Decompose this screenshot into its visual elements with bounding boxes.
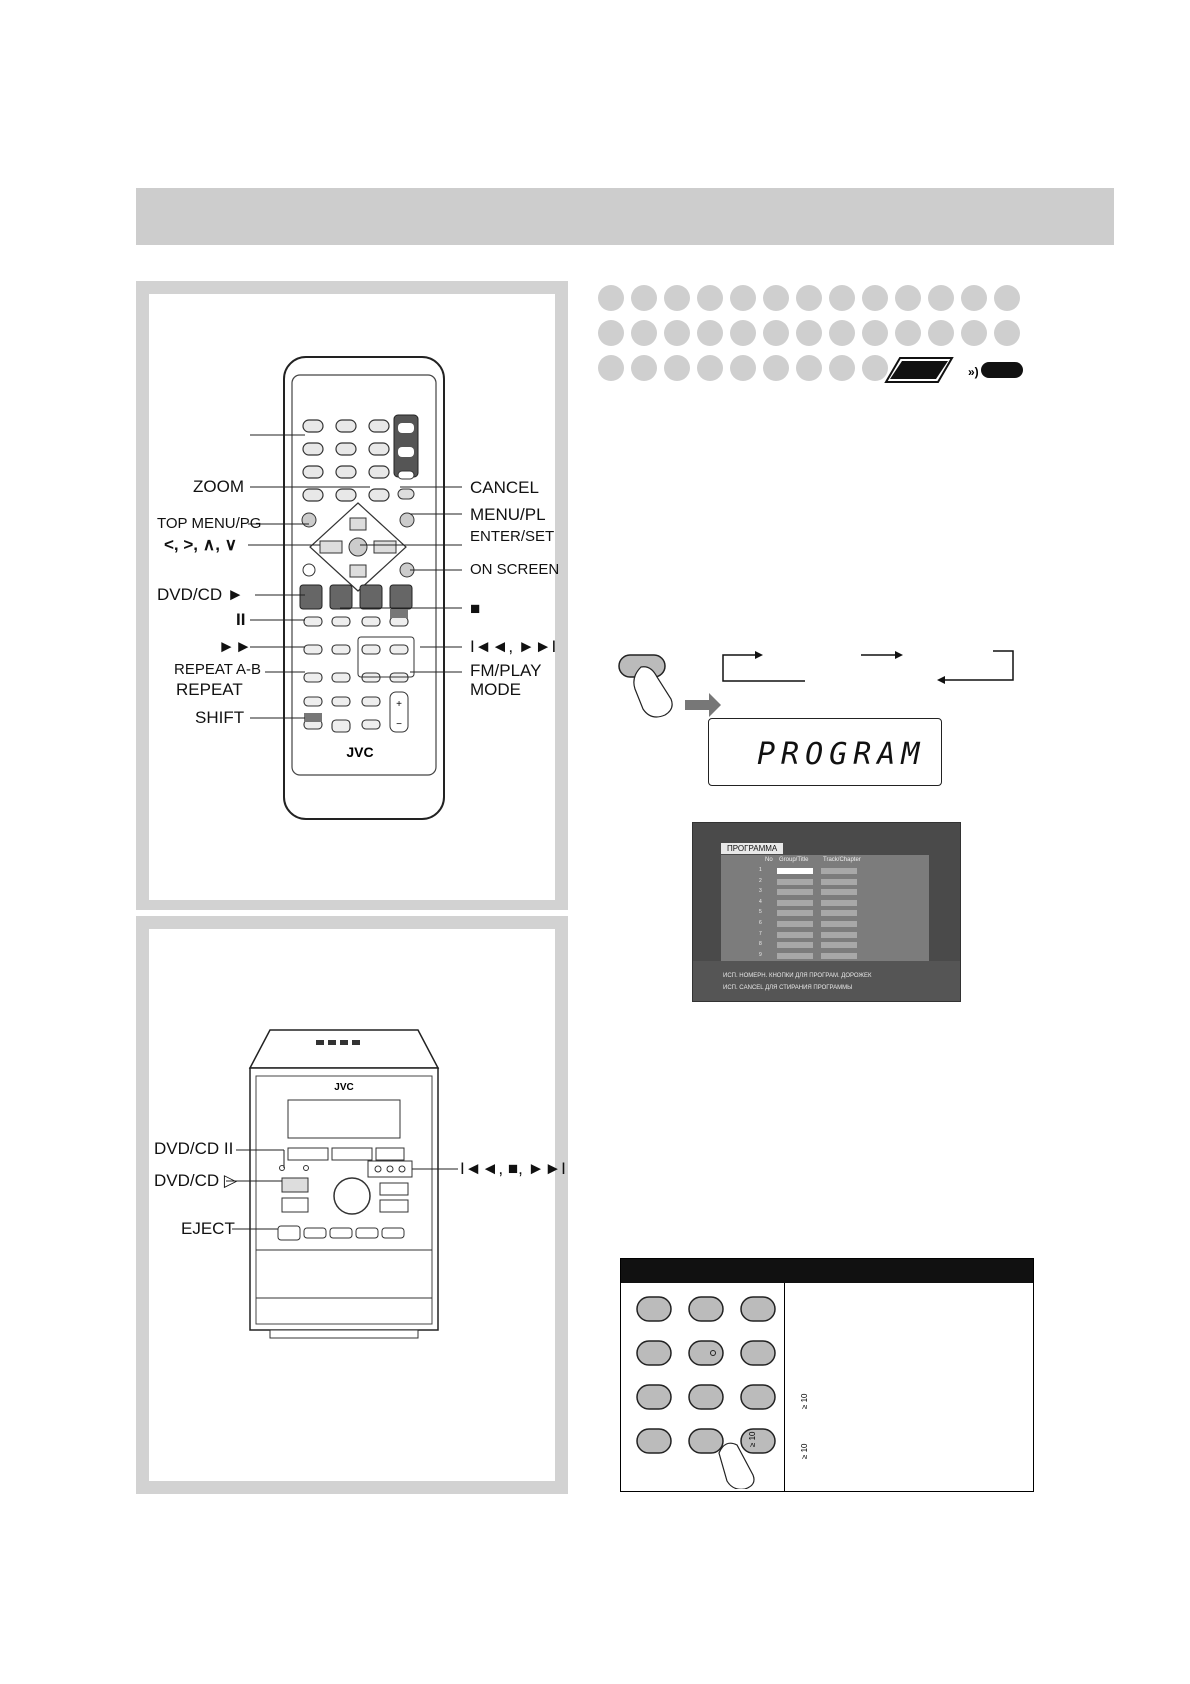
svg-text:»): ») — [968, 365, 979, 379]
decor-dot — [895, 320, 921, 346]
label-stop: ■ — [470, 599, 481, 618]
decor-dot — [763, 320, 789, 346]
decor-dot — [631, 285, 657, 311]
label-top-menu: TOP MENU/PG — [157, 515, 262, 532]
decor-dot — [664, 355, 690, 381]
osd-row-number: 1 — [759, 867, 762, 873]
osd-track-cell — [821, 910, 857, 916]
osd-track-cell — [821, 921, 857, 927]
program-button-press-illustration — [615, 645, 1025, 725]
label-cursor-arrows: <, >, ∧, ∨ — [164, 535, 238, 554]
label-eject: EJECT — [181, 1219, 235, 1238]
decor-dot — [994, 285, 1020, 311]
front-display — [708, 718, 942, 786]
osd-group-cell — [777, 910, 813, 916]
label-cancel: CANCEL — [470, 478, 539, 497]
osd-group-cell — [777, 932, 813, 938]
table-marks — [791, 1379, 821, 1489]
label-mode: MODE — [470, 680, 521, 699]
osd-row-number: 9 — [759, 951, 762, 958]
osd-col-no: No — [765, 857, 773, 863]
decor-dot — [994, 320, 1020, 346]
decor-dot — [829, 355, 855, 381]
decor-dot — [730, 320, 756, 346]
decor-dot — [664, 320, 690, 346]
osd-track-cell — [821, 942, 857, 948]
label-dvd-cd-play: DVD/CD ► — [157, 585, 244, 604]
decor-dot — [862, 320, 888, 346]
label-repeat-ab: REPEAT A-B — [174, 661, 261, 678]
osd-row-number: 6 — [759, 920, 762, 926]
osd-track-cell — [821, 879, 857, 885]
osd-row-number: 7 — [759, 930, 762, 937]
display-text: PROGRAM — [757, 737, 926, 772]
label-zoom: ZOOM — [193, 477, 244, 496]
table-mark-1: ≥ 10 — [800, 1393, 809, 1409]
osd-track-cell — [821, 868, 857, 874]
label-fast-forward: ►► — [218, 637, 252, 656]
osd-group-cell — [777, 953, 813, 959]
label-enter-set: ENTER/SET — [470, 528, 555, 545]
osd-group-cell — [777, 942, 813, 948]
osd-group-cell — [777, 879, 813, 885]
label-unit-pause: DVD/CD II — [154, 1139, 234, 1158]
disc-type-badge — [876, 352, 1024, 388]
decor-dot — [631, 320, 657, 346]
osd-row-number: 5 — [759, 909, 762, 916]
label-menu-pl: MENU/PL — [470, 505, 546, 524]
decor-dot — [829, 285, 855, 311]
label-repeat: REPEAT — [176, 680, 243, 699]
osd-group-cell — [777, 900, 813, 906]
decor-dot — [796, 355, 822, 381]
decor-dot — [862, 285, 888, 311]
decor-dot — [598, 320, 624, 346]
osd-row-number: 2 — [759, 877, 762, 884]
svg-text:−: − — [396, 719, 402, 730]
decor-dot — [928, 285, 954, 311]
decor-dot — [730, 355, 756, 381]
osd-row-number: 8 — [759, 941, 762, 948]
label-unit-skip-stop: I◄◄, ■, ►►I — [460, 1159, 566, 1178]
osd-track-cell — [821, 932, 857, 938]
decor-dot — [664, 285, 690, 311]
osd-group-cell — [777, 921, 813, 927]
osd-footer — [693, 961, 960, 1001]
keypad-ge10-mark: ≥ 10 — [748, 1431, 757, 1447]
decor-dot — [895, 285, 921, 311]
label-pause: II — [236, 610, 246, 629]
decor-dot — [961, 320, 987, 346]
table-mark-2: ≥ 10 — [800, 1443, 809, 1459]
decor-dot — [697, 285, 723, 311]
label-shift: SHIFT — [195, 708, 245, 727]
osd-group-cell — [777, 868, 813, 874]
osd-col-track: Track/Chapter — [823, 857, 861, 863]
decor-dot — [763, 285, 789, 311]
table-header-bar — [621, 1259, 1033, 1283]
osd-track-cell — [821, 953, 857, 959]
numeric-keypad-table — [620, 1258, 1034, 1492]
decor-dot — [697, 355, 723, 381]
numeric-keypad-illustration — [631, 1293, 781, 1489]
decor-dot — [697, 320, 723, 346]
decor-dot — [829, 320, 855, 346]
unit-brand-logo: JVC — [334, 1082, 354, 1093]
osd-program-screen — [692, 822, 961, 1002]
remote-brand-logo: JVC — [346, 744, 374, 760]
osd-group-cell — [777, 889, 813, 895]
osd-track-cell — [821, 889, 857, 895]
osd-row-number: 4 — [759, 898, 762, 905]
label-fm-play: FM/PLAY — [470, 661, 542, 680]
svg-text:+: + — [396, 699, 402, 710]
osd-row-number: 3 — [759, 888, 762, 895]
decor-dot — [796, 320, 822, 346]
osd-message-2: ИСП. CANCEL ДЛЯ СТИРАНИЯ ПРОГРАММЫ — [723, 985, 853, 991]
osd-col-group: Group/Title — [779, 857, 809, 863]
table-column-divider — [784, 1283, 785, 1491]
decor-dot — [928, 320, 954, 346]
label-unit-play: DVD/CD ▷ — [154, 1171, 237, 1190]
label-on-screen: ON SCREEN — [470, 561, 560, 578]
decor-dot — [631, 355, 657, 381]
label-skip: I◄◄, ►►I — [470, 637, 557, 656]
decor-dot — [796, 285, 822, 311]
decor-dot — [730, 285, 756, 311]
decor-dot — [961, 285, 987, 311]
osd-track-cell — [821, 900, 857, 906]
decor-dot — [598, 355, 624, 381]
osd-tab-title: ПРОГРАММА — [721, 843, 783, 854]
decor-dot — [763, 355, 789, 381]
osd-message-1: ИСП. НОМЕРН. КНОПКИ ДЛЯ ПРОГРАМ. ДОРОЖЕК — [723, 973, 872, 979]
decor-dot — [598, 285, 624, 311]
